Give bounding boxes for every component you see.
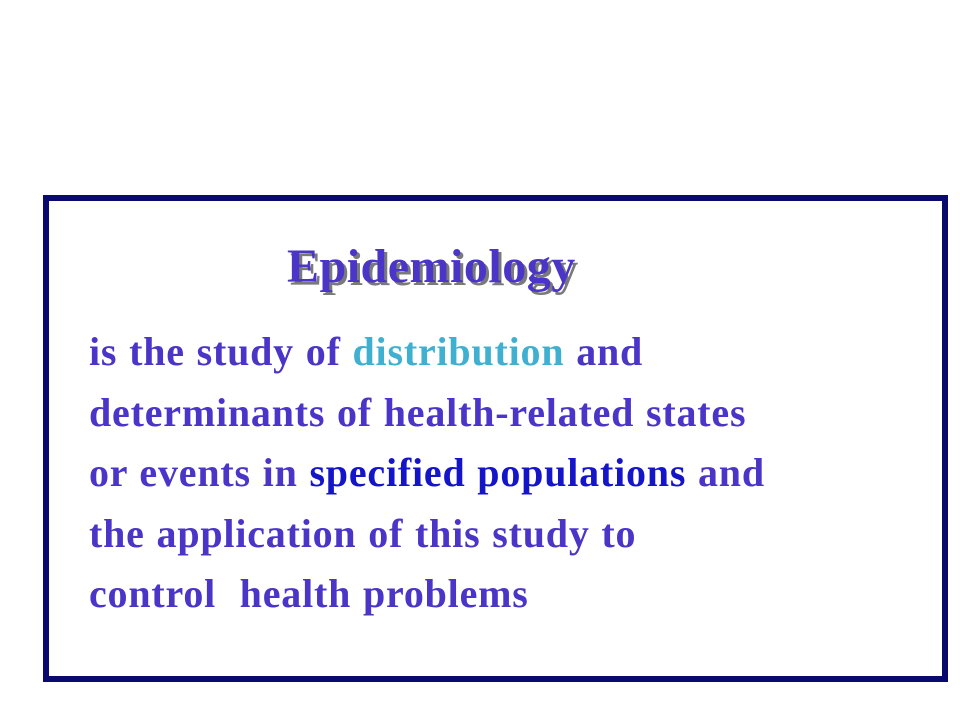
line-3-start: or events in	[89, 450, 310, 495]
line-1-start: is the study of	[89, 329, 353, 374]
highlight-distribution: distribution	[352, 329, 565, 374]
definition-box	[43, 195, 948, 682]
definition-text	[89, 322, 765, 625]
definition-line-4: the application of this study to	[89, 510, 637, 556]
highlight-specified-populations: specified populations	[309, 450, 687, 495]
slide-title: Epidemiology	[287, 240, 576, 293]
definition-line-2: determinants of health-related states	[89, 389, 747, 435]
line-1-end: and	[564, 329, 644, 374]
definition-line-5: control health problems	[89, 571, 529, 616]
definition-line-3	[89, 443, 765, 504]
definition-line-1	[89, 322, 765, 383]
line-3-end: and	[686, 450, 765, 495]
